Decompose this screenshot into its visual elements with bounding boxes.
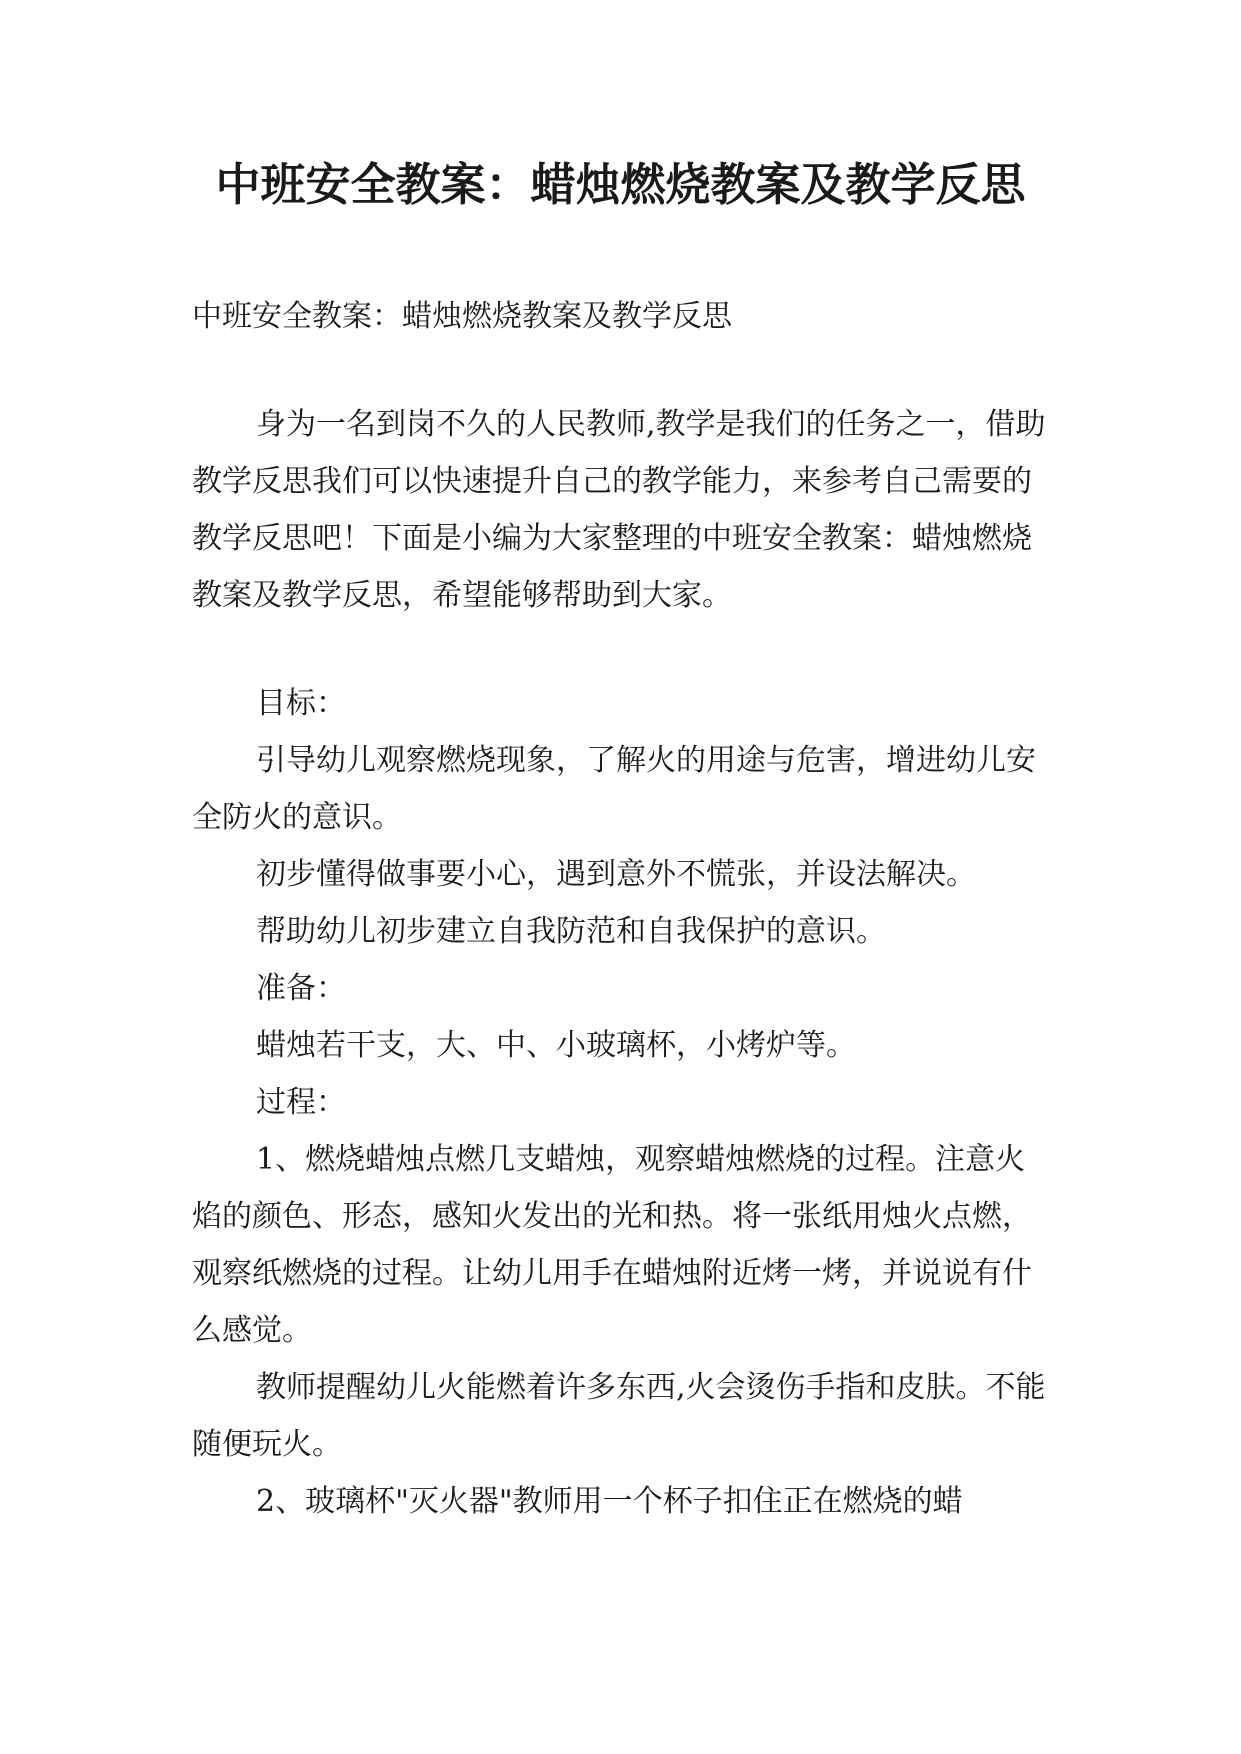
process-step: 2、玻璃杯"灭火器"教师用一个杯子扣住正在燃烧的蜡 (256, 1484, 963, 1519)
goal-item: 帮助幼儿初步建立自我防范和自我保护的意识。 (256, 914, 886, 949)
document-body (192, 288, 1052, 1530)
process-step: 1、燃烧蜡烛点燃几支蜡烛，观察蜡烛燃烧的过程。注意火焰的颜色、形态，感知火发出的光和热。将一张纸用烛火点燃，观察纸燃烧的过程。让幼儿用手在蜡烛附近烤一烤，并说说有什么感觉。 (192, 1142, 1032, 1348)
document-title: 中班安全教案：蜡烛燃烧教案及教学反思 (215, 158, 1026, 211)
intro-paragraph: 身为一名到岗不久的人民教师,教学是我们的任务之一，借助教学反思我们可以快速提升自己的教学能力，来参考自己需要的教学反思吧！下面是小编为大家整理的中班安全教案：蜡烛燃烧教案及教学反思，希望能够帮助到大家。 (192, 407, 1046, 613)
section-heading-preparation: 准备： (256, 971, 346, 1006)
section-heading-process: 过程： (256, 1085, 346, 1120)
process-note: 教师提醒幼儿火能燃着许多东西,火会烫伤手指和皮肤。不能随便玩火。 (192, 1370, 1046, 1462)
document-subtitle: 中班安全教案：蜡烛燃烧教案及教学反思 (192, 299, 732, 334)
section-heading-goals: 目标： (256, 686, 346, 721)
preparation-item: 蜡烛若干支，大、中、小玻璃杯，小烤炉等。 (256, 1028, 856, 1063)
goal-item: 初步懂得做事要小心，遇到意外不慌张，并设法解决。 (256, 857, 976, 892)
goal-item: 引导幼儿观察燃烧现象，了解火的用途与危害，增进幼儿安全防火的意识。 (192, 743, 1036, 835)
